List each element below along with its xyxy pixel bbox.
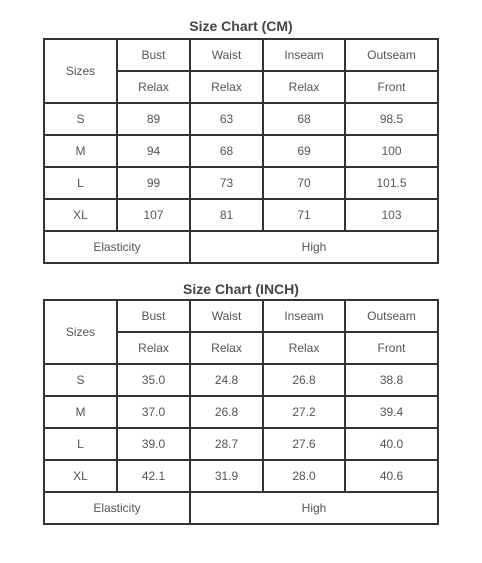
inseam-cell: 68 — [263, 103, 345, 135]
inseam-cell: 27.6 — [263, 428, 345, 460]
table-row — [44, 396, 438, 428]
outseam-cell: 39.4 — [345, 396, 438, 428]
size-chart-inch-table — [43, 299, 439, 525]
bust-cell: 99 — [117, 167, 190, 199]
sizes-header: Sizes — [44, 39, 117, 103]
elasticity-row — [44, 231, 438, 263]
outseam-cell: 101.5 — [345, 167, 438, 199]
header-row — [44, 39, 438, 71]
subheader-bust: Relax — [117, 71, 190, 103]
column-header-bust: Bust — [117, 39, 190, 71]
header-row — [44, 300, 438, 332]
sizes-header: Sizes — [44, 300, 117, 364]
subheader-outseam: Front — [345, 332, 438, 364]
inseam-cell: 28.0 — [263, 460, 345, 492]
table-row — [44, 364, 438, 396]
waist-cell: 63 — [190, 103, 263, 135]
table-row — [44, 199, 438, 231]
subheader-bust: Relax — [117, 332, 190, 364]
bust-cell: 35.0 — [117, 364, 190, 396]
outseam-cell: 38.8 — [345, 364, 438, 396]
size-chart-cm-table — [43, 38, 439, 264]
inseam-cell: 71 — [263, 199, 345, 231]
size-chart-cm-title: Size Chart (CM) — [189, 18, 293, 34]
column-header-inseam: Inseam — [263, 39, 345, 71]
table-row — [44, 135, 438, 167]
column-header-waist: Waist — [190, 300, 263, 332]
inseam-cell: 27.2 — [263, 396, 345, 428]
table-row — [44, 428, 438, 460]
outseam-cell: 40.0 — [345, 428, 438, 460]
bust-cell: 94 — [117, 135, 190, 167]
size-cell: L — [44, 167, 117, 199]
elasticity-row — [44, 492, 438, 524]
size-cell: L — [44, 428, 117, 460]
bust-cell: 37.0 — [117, 396, 190, 428]
size-cell: S — [44, 364, 117, 396]
outseam-cell: 40.6 — [345, 460, 438, 492]
inseam-cell: 70 — [263, 167, 345, 199]
size-cell: XL — [44, 460, 117, 492]
waist-cell: 28.7 — [190, 428, 263, 460]
waist-cell: 31.9 — [190, 460, 263, 492]
size-chart-inch-title: Size Chart (INCH) — [183, 281, 299, 297]
bust-cell: 42.1 — [117, 460, 190, 492]
size-cell: S — [44, 103, 117, 135]
column-header-inseam: Inseam — [263, 300, 345, 332]
table-row — [44, 460, 438, 492]
column-header-bust: Bust — [117, 300, 190, 332]
outseam-cell: 98.5 — [345, 103, 438, 135]
inseam-cell: 69 — [263, 135, 345, 167]
waist-cell: 68 — [190, 135, 263, 167]
waist-cell: 81 — [190, 199, 263, 231]
elasticity-value: High — [190, 492, 438, 524]
subheader-outseam: Front — [345, 71, 438, 103]
column-header-outseam: Outseam — [345, 300, 438, 332]
waist-cell: 24.8 — [190, 364, 263, 396]
bust-cell: 39.0 — [117, 428, 190, 460]
subheader-inseam: Relax — [263, 71, 345, 103]
waist-cell: 73 — [190, 167, 263, 199]
outseam-cell: 103 — [345, 199, 438, 231]
elasticity-label: Elasticity — [44, 492, 190, 524]
subheader-waist: Relax — [190, 71, 263, 103]
size-cell: XL — [44, 199, 117, 231]
bust-cell: 107 — [117, 199, 190, 231]
table-row — [44, 103, 438, 135]
table-row — [44, 167, 438, 199]
elasticity-value: High — [190, 231, 438, 263]
size-cell: M — [44, 396, 117, 428]
column-header-outseam: Outseam — [345, 39, 438, 71]
outseam-cell: 100 — [345, 135, 438, 167]
waist-cell: 26.8 — [190, 396, 263, 428]
subheader-waist: Relax — [190, 332, 263, 364]
elasticity-label: Elasticity — [44, 231, 190, 263]
inseam-cell: 26.8 — [263, 364, 345, 396]
size-cell: M — [44, 135, 117, 167]
bust-cell: 89 — [117, 103, 190, 135]
column-header-waist: Waist — [190, 39, 263, 71]
subheader-inseam: Relax — [263, 332, 345, 364]
